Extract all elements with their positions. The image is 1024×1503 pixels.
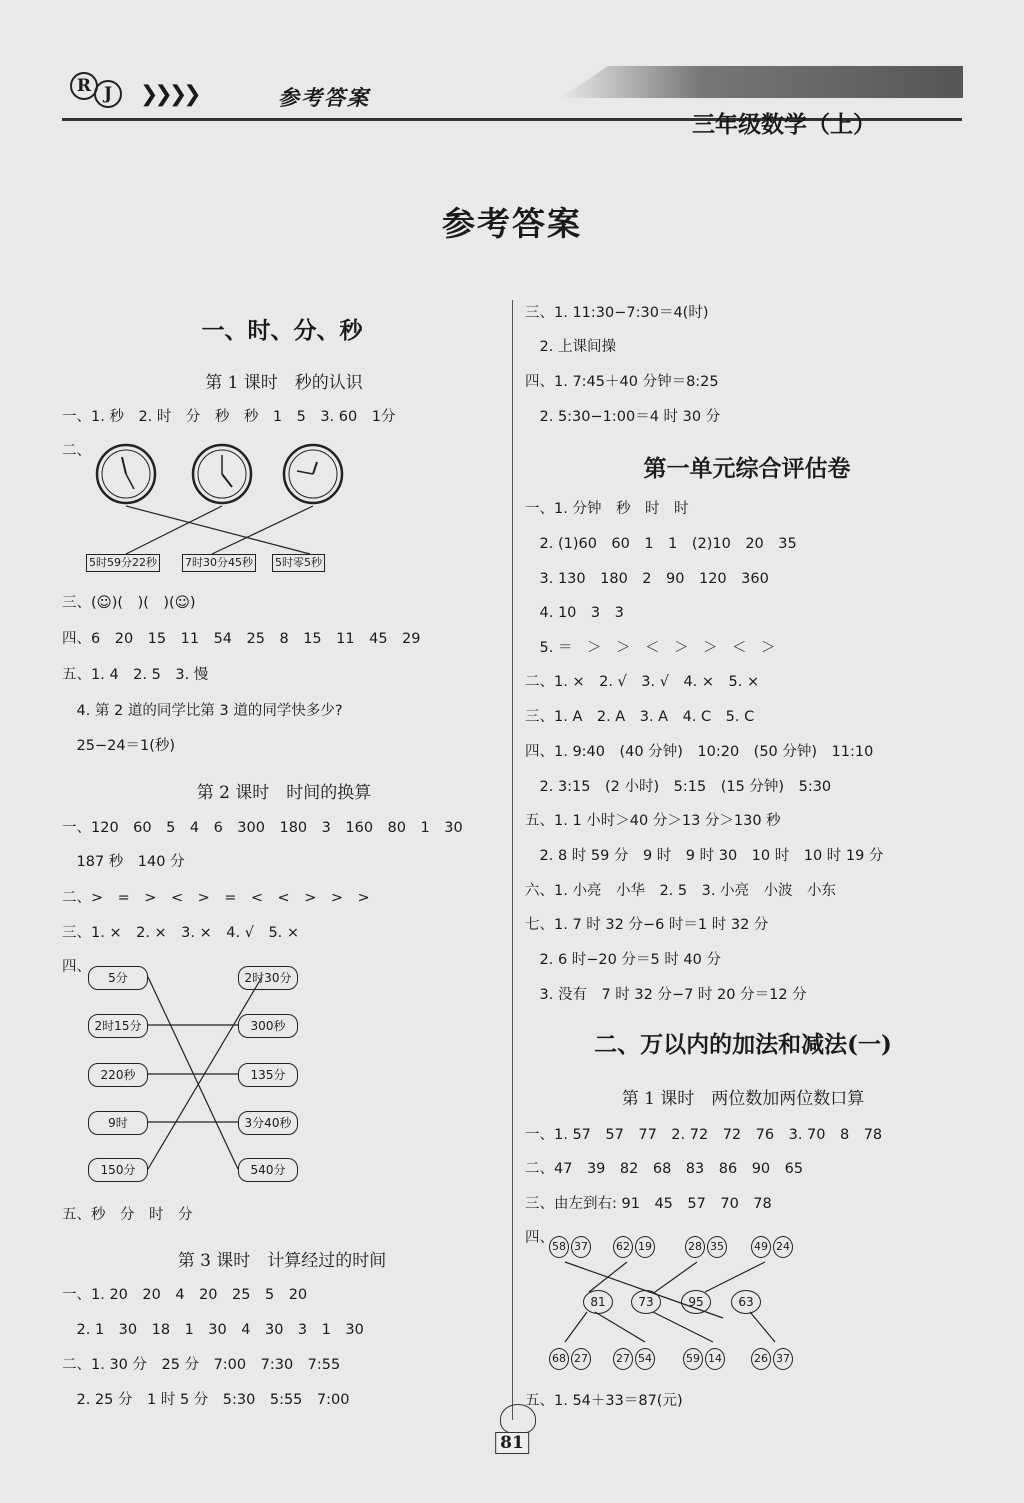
u2-line-4: 四、 [525,1230,554,1246]
l2-line-5: 四、 [62,959,91,975]
eval-line-8: 四、1. 9:40 (40 分钟) 10:20 (50 分钟) 11:10 [525,744,874,760]
l3-line-4: 2. 25 分 1 时 5 分 5:30 5:55 7:00 [62,1392,350,1408]
match-left-4: 9时 [88,1111,148,1135]
l1-line-2: 二、 [62,443,91,459]
header-subject: 三年级数学（上） [692,112,876,138]
clock-label-3: 5时零5秒 [272,554,325,572]
mid-95: 95 [681,1290,711,1314]
eval-line-3: 3. 130 180 2 90 120 360 [525,571,769,587]
l3-line-3: 二、1. 30 分 25 分 7:00 7:30 7:55 [62,1357,341,1373]
eval-line-12: 六、1. 小亮 小华 2. 5 3. 小亮 小波 小东 [525,883,837,899]
l1-line-1: 一、1. 秒 2. 时 分 秒 秒 1 5 3. 60 1分 [62,409,396,425]
mid-63: 63 [731,1290,761,1314]
match-left-3: 220秒 [88,1063,148,1087]
top-62: 62 [613,1236,633,1258]
header-band [560,66,963,98]
match-left-5: 150分 [88,1158,148,1182]
clock-label-2: 7时30分45秒 [182,554,256,572]
top-58: 58 [549,1236,569,1258]
l3-line-2: 2. 1 30 18 1 30 4 30 3 1 30 [62,1322,364,1338]
unit1-title: 一、时、分、秒 [201,317,363,344]
top-35: 35 [707,1236,727,1258]
clock-2 [193,445,251,503]
eval-line-15: 3. 没有 7 时 32 分−7 时 20 分＝12 分 [525,987,807,1003]
u2-line-2: 二、47 39 82 68 83 86 90 65 [525,1161,804,1177]
u2-lesson1-title: 第 1 课时 两位数加两位数口算 [621,1089,865,1109]
l2-line-2: 187 秒 140 分 [62,854,185,870]
match-right-3: 135分 [238,1063,298,1087]
header-title: 参考答案 [278,86,370,110]
clock-3 [284,445,342,503]
page-mascot-icon [500,1404,536,1434]
r-line-3: 四、1. 7:45＋40 分钟＝8:25 [525,374,719,390]
eval-line-7: 三、1. A 2. A 3. A 4. C 5. C [525,709,755,725]
top-24: 24 [773,1236,793,1258]
bottom-68: 68 [549,1348,569,1370]
l1-line-6: 4. 第 2 道的同学比第 3 道的同学快多少? [62,703,343,719]
eval-line-10: 五、1. 1 小时＞40 分＞13 分＞130 秒 [525,813,781,829]
top-28: 28 [685,1236,705,1258]
column-divider [512,300,513,1420]
page-number: 81 [495,1432,529,1454]
l1-line-4: 四、6 20 15 11 54 25 8 15 11 45 29 [62,631,421,647]
eval-line-2: 2. (1)60 60 1 1 (2)10 20 35 [525,536,797,552]
eval-line-11: 2. 8 时 59 分 9 时 9 时 30 10 时 10 时 19 分 [525,848,884,864]
chevrons-icon: ❯❯❯❯ [140,82,198,107]
bottom-59: 59 [683,1348,703,1370]
l2-line-3: 二、> = > < > = < < > > > [62,890,370,906]
match-left-1: 5分 [88,966,148,990]
top-49: 49 [751,1236,771,1258]
bottom-27a: 27 [571,1348,591,1370]
clock-1 [97,445,155,503]
lesson3-title: 第 3 课时 计算经过的时间 [177,1251,387,1271]
eval-line-1: 一、1. 分钟 秒 时 时 [525,501,689,517]
eval-line-4: 4. 10 3 3 [525,605,624,621]
match-right-2: 300秒 [238,1014,298,1038]
lesson2-title: 第 2 课时 时间的换算 [196,783,372,803]
l2-line-6: 五、秒 分 时 分 [62,1207,193,1223]
main-title: 参考答案 [442,204,582,243]
match-right-5: 540分 [238,1158,298,1182]
top-37: 37 [571,1236,591,1258]
r-line-2: 2. 上课间操 [525,339,616,355]
bottom-37: 37 [773,1348,793,1370]
top-19: 19 [635,1236,655,1258]
eval-line-5: 5. ＝ ＞ ＞ ＜ ＞ ＞ ＜ ＞ [525,640,776,656]
bottom-27b: 27 [613,1348,633,1370]
eval-title: 第一单元综合评估卷 [643,455,851,482]
l1-line-7: 25−24＝1(秒) [62,738,176,754]
match-right-4: 3分40秒 [238,1111,298,1135]
lesson1-title: 第 1 课时 秒的认识 [205,373,363,393]
mid-73: 73 [631,1290,661,1314]
badge-j: J [94,80,122,108]
u2-line-3: 三、由左到右: 91 45 57 70 78 [525,1196,772,1212]
eval-line-9: 2. 3:15 (2 小时) 5:15 (15 分钟) 5:30 [525,779,832,795]
clock-label-1: 5时59分22秒 [86,554,160,572]
unit2-title: 二、万以内的加法和减法(一) [594,1031,892,1058]
eval-line-14: 2. 6 时−20 分＝5 时 40 分 [525,952,721,968]
eval-line-6: 二、1. × 2. √ 3. √ 4. × 5. × [525,674,760,690]
r-line-1: 三、1. 11:30−7:30＝4(时) [525,305,709,321]
l3-line-1: 一、1. 20 20 4 20 25 5 20 [62,1287,308,1303]
r-line-4: 2. 5:30−1:00＝4 时 30 分 [525,409,721,425]
bottom-14: 14 [705,1348,725,1370]
u2-line-5: 五、1. 54＋33＝87(元) [525,1393,683,1409]
mid-81: 81 [583,1290,613,1314]
l2-line-4: 三、1. × 2. × 3. × 4. √ 5. × [62,925,300,941]
l1-line-3: 三、(☺)( )( )(☺) [62,595,196,611]
u2-line-1: 一、1. 57 57 77 2. 72 72 76 3. 70 8 78 [525,1127,883,1143]
match-right-1: 2时30分 [238,966,298,990]
l1-line-5: 五、1. 4 2. 5 3. 慢 [62,667,209,683]
rj-badge [70,72,130,108]
l2-line-1: 一、120 60 5 4 6 300 180 3 160 80 1 30 [62,820,463,836]
eval-line-13: 七、1. 7 时 32 分−6 时＝1 时 32 分 [525,917,769,933]
bottom-54: 54 [635,1348,655,1370]
match-left-2: 2时15分 [88,1014,148,1038]
bottom-26: 26 [751,1348,771,1370]
badge-r: R [70,72,98,100]
